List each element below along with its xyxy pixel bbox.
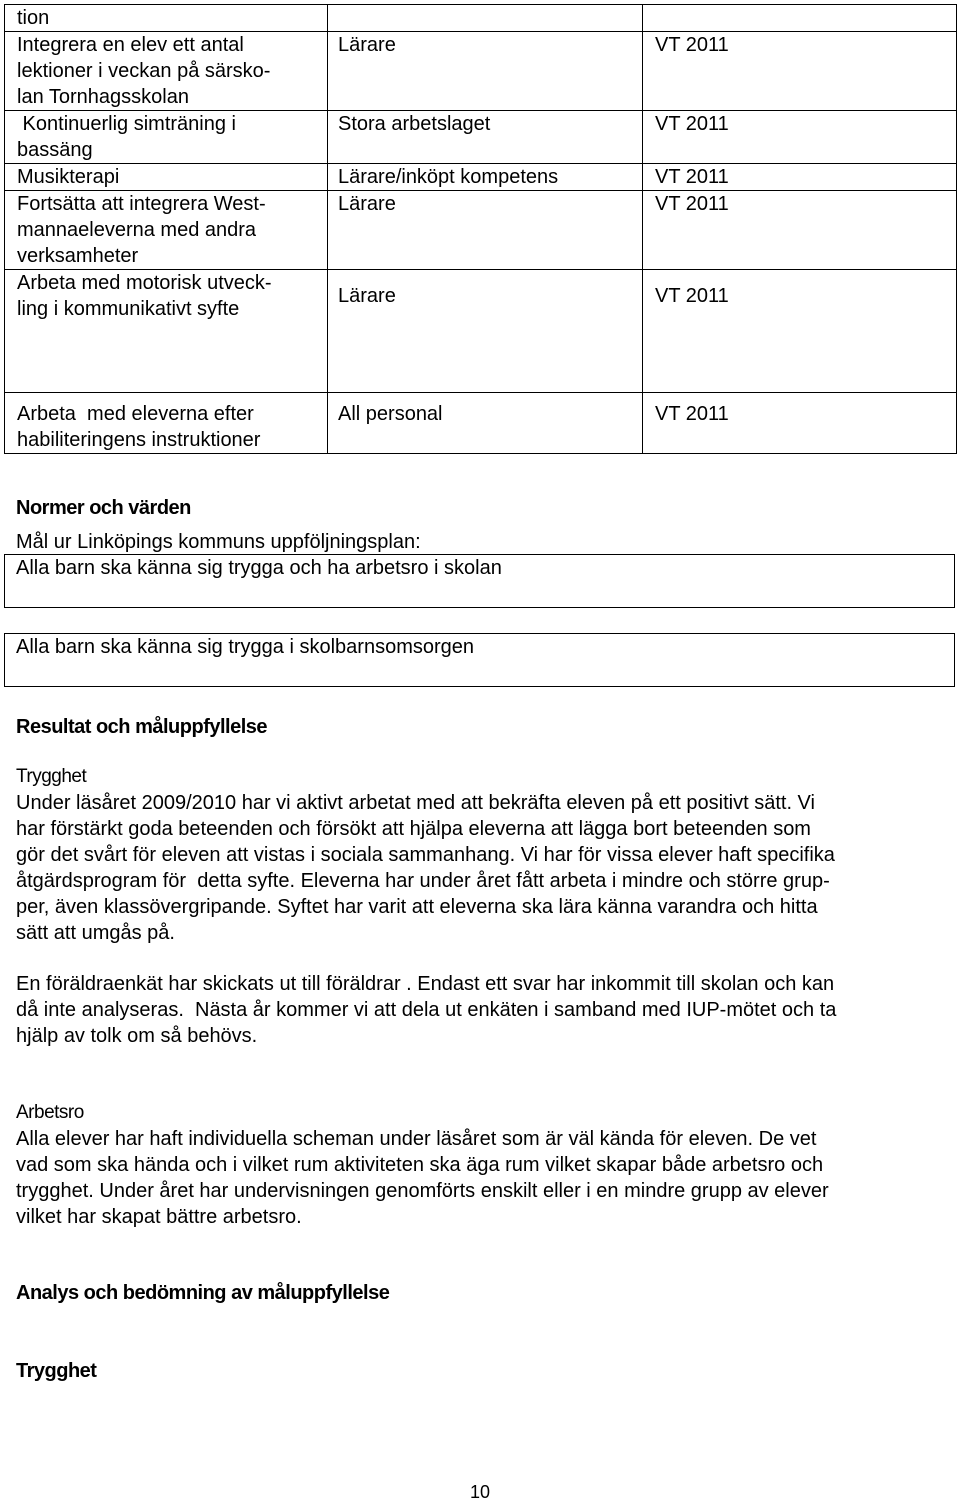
table-cell-activity: Musikterapi [5, 164, 328, 191]
table-cell-responsible: Lärare [328, 191, 643, 270]
table-row [5, 32, 957, 111]
section-heading-analys: Analys och bedömning av måluppfyllelse [16, 1282, 390, 1304]
goal-text-2: Alla barn ska känna sig trygga i skolbarnsomsorgen [16, 636, 475, 658]
table-row [5, 191, 957, 270]
paragraph-trygghet-2: En föräldraenkät har skickats ut till föräldrar . Endast ett svar har inkommit till skolan och kan då inte analyseras. Nästa år kommer vi att dela ut enkäten i samband med IUP-mötet och ta hjälp av tolk om så behövs. [16, 973, 837, 1047]
goal-text-1: Alla barn ska känna sig trygga och ha arbetsro i skolan [16, 557, 502, 579]
action-plan-table [4, 4, 957, 454]
page-number: 10 [469, 1482, 491, 1502]
subheading-analys-trygghet: Trygghet [16, 1360, 97, 1382]
table-cell-empty [328, 5, 643, 32]
table-cell-time: VT 2011 [643, 32, 957, 111]
table-cell-activity: Arbeta med motorisk utveck- ling i kommunikativt syfte [5, 270, 328, 393]
table-cell-activity: Fortsätta att integrera West- mannaeleverna med andra verksamheter [5, 191, 328, 270]
table-cell-responsible: Lärare [328, 270, 643, 393]
normer-intro: Mål ur Linköpings kommuns uppföljningsplan: [16, 531, 421, 553]
table-cell-time: VT 2011 [643, 270, 957, 393]
table-cell-activity: Kontinuerlig simträning i bassäng [5, 111, 328, 164]
paragraph-arbetsro: Alla elever har haft individuella scheman under läsåret som är väl kända för eleven. De vet vad som ska hända och i vilket rum aktiviteten ska äga rum vilket skapar både arbetsro och trygghet. Under året har undervisningen genomförts enskilt eller i en mindre grupp av elever vilket har skapat bättre arbetsro. [16, 1128, 829, 1228]
table-cell-empty [643, 5, 957, 32]
table-cell-activity: Integrera en elev ett antal lektioner i veckan på särsko- lan Tornhagsskolan [5, 32, 328, 111]
table-cell-fragment: tion [5, 5, 328, 32]
table-cell-activity: Arbeta med eleverna efter habiliteringens instruktioner [5, 393, 328, 454]
goal-box-2 [4, 633, 955, 687]
table-cell-time: VT 2011 [643, 393, 957, 454]
subheading-arbetsro: Arbetsro [16, 1102, 84, 1123]
goal-box-1 [4, 554, 955, 608]
table-cell-responsible: Lärare/inköpt kompetens [328, 164, 643, 191]
section-heading-normer: Normer och värden [16, 497, 191, 519]
table-row [5, 270, 957, 393]
table-cell-responsible: All personal [328, 393, 643, 454]
table-row [5, 393, 957, 454]
table-row [5, 164, 957, 191]
table-cell-time: VT 2011 [643, 191, 957, 270]
paragraph-trygghet-1: Under läsåret 2009/2010 har vi aktivt arbetat med att bekräfta eleven på ett positivt sätt. Vi har förstärkt goda beteenden och försökt att hjälpa eleverna att lägga bort beteenden som gör det svårt för eleven att vistas i sociala sammanhang. Vi har för vissa elever haft specifika åtgärdsprogram för detta syfte. Eleverna har under året fått arbeta i mindre och större grup- per, även klassövergripande. Syftet har varit att eleverna ska lära känna varandra och hitta sätt att umgås på. [16, 792, 835, 944]
table-cell-time: VT 2011 [643, 111, 957, 164]
subheading-trygghet: Trygghet [16, 766, 87, 787]
table-row [5, 5, 957, 32]
table-cell-responsible: Lärare [328, 32, 643, 111]
table-row [5, 111, 957, 164]
table-cell-responsible: Stora arbetslaget [328, 111, 643, 164]
section-heading-resultat: Resultat och måluppfyllelse [16, 716, 268, 738]
table-cell-time: VT 2011 [643, 164, 957, 191]
